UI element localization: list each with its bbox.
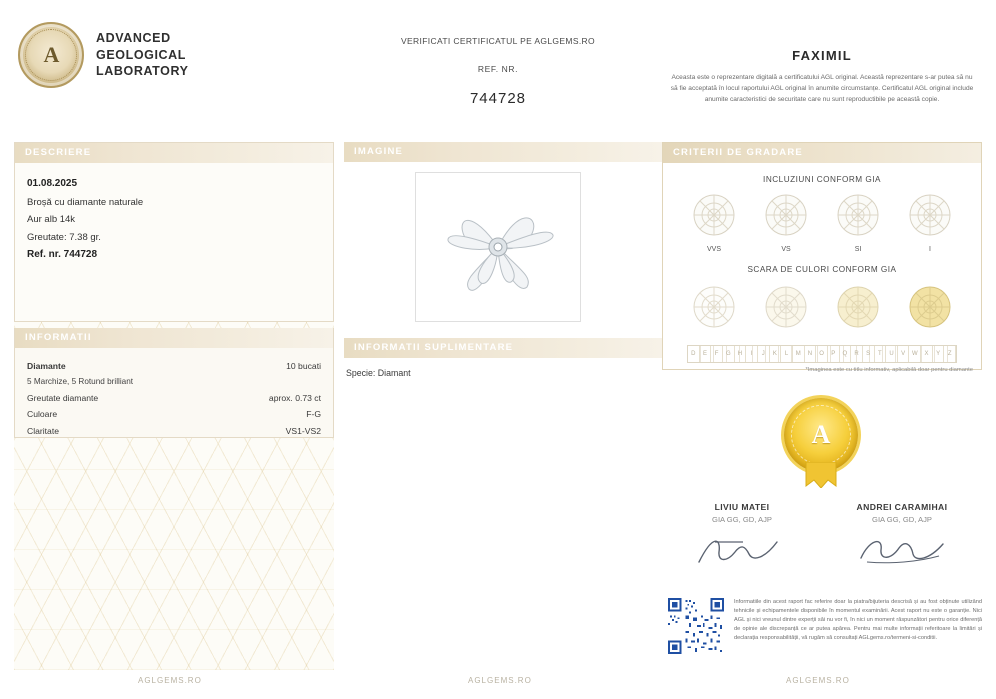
scale-tick: V xyxy=(898,346,910,362)
info-value: VS1-VS2 xyxy=(285,425,321,436)
scale-tick: I xyxy=(746,346,758,362)
footer-right: AGLGEMS.RO xyxy=(786,676,850,685)
description-date: 01.08.2025 xyxy=(27,178,78,189)
signer-1 xyxy=(662,502,822,575)
info-row xyxy=(27,423,321,439)
description-weight: Greutate: 7.38 gr. xyxy=(27,231,101,243)
description-item: Broșă cu diamante naturale xyxy=(27,196,144,208)
color-grade-item xyxy=(761,284,811,335)
inclusion-grade-item xyxy=(905,192,955,253)
description-band-title: DESCRIERE xyxy=(15,143,333,163)
header-verification xyxy=(344,36,652,107)
suplimentare-body xyxy=(344,368,654,378)
disclaimer-text: Informatiile din acest raport fac referire doar la piatra/bijuteria descrisă și au fost obținute utilizând tehnicile și echipamentele disponibile în momentul examinării. Acest raport nu este o garanție. Nici AGL și nici vreunul dintre experții săi nu vor fi, în nici un moment răspunzători pentru orice diferență de opinie ale discrepanță ce ar putea apărea. Pentru mai multe informații referitoare la limitări și declarația responsabilității, vă rugăm să consultați AGLgems.ro/termeni-si-conditii. xyxy=(734,599,982,641)
info-row xyxy=(27,406,321,422)
info-row xyxy=(27,358,321,374)
diamond-icon xyxy=(833,284,883,330)
scale-tick: P xyxy=(828,346,840,362)
left-column xyxy=(14,0,334,699)
scale-tick: R xyxy=(851,346,863,362)
description-ref: Ref. nr. 744728 xyxy=(27,249,98,261)
inclusion-grade-item xyxy=(761,192,811,253)
seal-ribbon-icon xyxy=(800,462,842,488)
diamond-icon xyxy=(761,192,811,238)
informatii-band-title: INFORMATII xyxy=(15,328,333,348)
scale-tick: F xyxy=(711,346,723,362)
scale-tick: Q xyxy=(840,346,852,362)
color-scale xyxy=(687,345,957,363)
info-value: aprox. 0.73 ct xyxy=(268,392,321,403)
ref-label: REF. NR. xyxy=(477,64,519,74)
imagine-area xyxy=(344,162,652,332)
inclusion-grade-label: SI xyxy=(854,246,862,253)
logo-line-3: LABORATORY xyxy=(96,64,189,79)
info-key: Claritate xyxy=(27,425,59,436)
verify-line: VERIFICATI CERTIFICATUL PE AGLGEMS.RO xyxy=(401,36,595,46)
scale-tick: O xyxy=(816,346,828,362)
inclusion-grade-label: VVS xyxy=(706,246,721,253)
colors-row xyxy=(663,284,981,335)
scale-tick: T xyxy=(875,346,887,362)
info-key: Culoare xyxy=(27,409,58,420)
informatii-panel xyxy=(14,328,334,438)
inclusions-title: INCLUZIUNI CONFORM GIA xyxy=(763,175,881,184)
colors-title: SCARA DE CULORI CONFORM GIA xyxy=(747,265,897,274)
info-row xyxy=(27,390,321,406)
signer-name: ANDREI CARAMIHAI xyxy=(856,502,948,512)
specie-label: Specie: xyxy=(346,368,376,378)
signer-name: LIVIU MATEI xyxy=(714,502,770,512)
imagine-band-title: IMAGINE xyxy=(344,142,662,162)
faximil-text: Aceasta este o reprezentare digitală a certificatului AGL original. Această reprezentare s-ar putea să nu să fie acceptată în locul raportului AGL original în anumite circumstanțe. Certificatul AGL original include anumite caracteristici de securitate care nu sunt reproductibile pe această copie. xyxy=(670,74,974,103)
gold-seal-mark: A xyxy=(811,420,831,449)
suplimentare-band-title: INFORMATII SUPLIMENTARE xyxy=(344,338,662,358)
description-metal: Aur alb 14k xyxy=(27,214,76,226)
signers-row xyxy=(662,502,982,575)
scale-tick: X xyxy=(921,346,933,362)
guilloche-pattern-bottom xyxy=(14,438,334,670)
scale-tick: G xyxy=(723,346,735,362)
scale-tick: J xyxy=(758,346,770,362)
logo-line-2: GEOLOGICAL xyxy=(96,47,187,62)
scale-tick: S xyxy=(863,346,875,362)
faximil-title: FAXIMIL xyxy=(792,48,852,63)
info-value: F-G xyxy=(306,409,321,420)
inclusion-grade-label: VS xyxy=(781,246,791,253)
footer-left: AGLGEMS.RO xyxy=(138,676,202,685)
diamond-icon xyxy=(905,192,955,238)
ref-number: 744728 xyxy=(469,90,527,107)
inclusions-row xyxy=(663,192,981,253)
signature-2 xyxy=(847,528,957,570)
color-grade-item xyxy=(689,284,739,335)
informatii-body xyxy=(15,348,333,439)
brooch-photo xyxy=(415,172,581,322)
scale-tick: D xyxy=(688,346,700,362)
color-grade-item xyxy=(833,284,883,335)
scale-tick: Z xyxy=(944,346,956,362)
gradare-panel xyxy=(662,142,982,373)
logo-line-1: ADVANCED xyxy=(96,31,171,46)
diamond-icon xyxy=(689,284,739,330)
specie-value: Diamant xyxy=(377,368,411,378)
scale-tick: L xyxy=(781,346,793,362)
info-value: 10 bucati xyxy=(286,361,321,371)
info-key: Greutate diamante xyxy=(27,392,99,403)
footer-middle: AGLGEMS.RO xyxy=(468,676,532,685)
qr-code-icon[interactable] xyxy=(668,598,724,654)
gradare-band-title: CRITERII DE GRADARE xyxy=(663,143,981,163)
description-body xyxy=(15,163,333,265)
diamond-icon xyxy=(689,192,739,238)
gradare-note: *Imaginea este cu titlu informativ, aplicabilă doar pentru diamante xyxy=(805,367,973,373)
signer-title: GIA GG, GD, AJP xyxy=(872,515,932,524)
scale-tick: U xyxy=(886,346,898,362)
diamond-icon xyxy=(833,192,883,238)
header-faximil xyxy=(662,48,982,106)
color-grade-item xyxy=(905,284,955,335)
qr-disclaimer-block xyxy=(668,598,982,654)
diamond-icon xyxy=(905,284,955,330)
signature-1 xyxy=(687,528,797,570)
signer-title: GIA GG, GD, AJP xyxy=(712,515,772,524)
signer-2 xyxy=(822,502,982,575)
scale-tick: W xyxy=(909,346,921,362)
scale-tick: M xyxy=(793,346,805,362)
scale-tick: E xyxy=(700,346,712,362)
agl-seal-mark: A xyxy=(43,42,59,67)
scale-tick: Y xyxy=(933,346,945,362)
inclusion-grade-label: I xyxy=(929,246,931,253)
scale-tick: K xyxy=(770,346,782,362)
gold-seal-icon xyxy=(784,398,858,472)
scale-tick: N xyxy=(805,346,817,362)
description-panel xyxy=(14,142,334,322)
scale-tick: H xyxy=(735,346,747,362)
info-key: Diamante xyxy=(27,361,66,371)
info-row: 5 Marchize, 5 Rotund brilliant xyxy=(27,377,134,387)
brooch-illustration xyxy=(423,181,573,313)
inclusion-grade-item xyxy=(689,192,739,253)
diamond-icon xyxy=(761,284,811,330)
inclusion-grade-item xyxy=(833,192,883,253)
